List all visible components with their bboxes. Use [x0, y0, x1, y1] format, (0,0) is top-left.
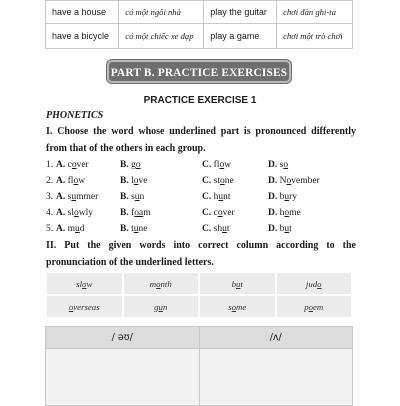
- option-word-start: s: [131, 192, 135, 202]
- answer-option[interactable]: [56, 160, 89, 170]
- word-start: sl: [76, 278, 83, 289]
- option-word-end: ve: [138, 176, 148, 186]
- underlined-letters: o: [71, 160, 77, 170]
- word-end: n: [162, 301, 168, 312]
- option-word-end: ver: [222, 208, 235, 218]
- word-cell[interactable]: [47, 273, 122, 294]
- option-word-start: fl: [213, 160, 220, 170]
- option-word-start: t: [131, 224, 134, 234]
- underlined-letters: u: [75, 224, 80, 234]
- word-start: s: [228, 301, 232, 312]
- word-end: verseas: [73, 301, 100, 312]
- question-number: 3.: [46, 192, 54, 202]
- option-word-end: ne: [224, 176, 234, 186]
- answer-cell-ou[interactable]: [46, 349, 200, 406]
- word-cell[interactable]: [47, 296, 122, 317]
- underlined-letters: u: [284, 224, 290, 234]
- option-word-start: sh: [213, 224, 223, 234]
- answer-option[interactable]: [120, 208, 151, 218]
- option-word-end: t: [226, 224, 230, 234]
- word-grid: [45, 271, 353, 319]
- word-cell[interactable]: [277, 296, 352, 317]
- option-letter: D.: [268, 160, 278, 170]
- option-letter: A.: [56, 160, 66, 170]
- underlined-letters: o: [217, 208, 223, 218]
- instruction-1: I. Choose the word whose underlined part is pronounced differently from that of the others in each group.: [46, 126, 356, 154]
- option-letter: B.: [120, 160, 129, 170]
- section-heading: PHONETICS: [46, 110, 104, 121]
- option-letter: A.: [56, 208, 66, 218]
- underlined-letters: o: [133, 176, 139, 186]
- vocab-row: [46, 1, 353, 24]
- option-word-end: t: [289, 224, 292, 234]
- word-start: b: [231, 278, 237, 289]
- answer-option[interactable]: [202, 176, 234, 186]
- underlined-letters: o: [286, 176, 292, 186]
- underlined-letters: o: [82, 278, 87, 289]
- answer-option[interactable]: [202, 160, 231, 170]
- word-start: jud: [305, 278, 318, 289]
- vocab-english: have a house: [46, 1, 119, 24]
- option-letter: D.: [268, 208, 278, 218]
- word-cell[interactable]: [277, 273, 352, 294]
- sound-header-uh: /ʌ/: [199, 327, 353, 349]
- vocabulary-table: [45, 0, 353, 49]
- underlined-letters: o: [135, 160, 141, 170]
- option-letter: B.: [120, 224, 129, 234]
- option-word-start: g: [131, 160, 136, 170]
- option-letter: D.: [268, 224, 278, 234]
- option-letter: B.: [120, 208, 129, 218]
- word-cell[interactable]: [200, 273, 275, 294]
- underlined-letters: u: [222, 224, 227, 234]
- option-word-end: n: [139, 192, 145, 202]
- option-letter: A.: [56, 176, 66, 186]
- underlined-letters: u: [133, 224, 139, 234]
- vocab-english: play a game: [204, 24, 277, 49]
- answer-option[interactable]: [202, 208, 235, 218]
- underlined-letters: o: [156, 278, 161, 289]
- word-end: t: [240, 278, 243, 289]
- question-row: [46, 160, 366, 174]
- option-letter: C.: [202, 208, 212, 218]
- vocab-english: play the guitar: [204, 1, 277, 24]
- answer-option[interactable]: [268, 192, 297, 202]
- vocab-vietnamese: có một chiếc xe đạp: [119, 24, 204, 49]
- word-start: p: [304, 301, 309, 312]
- word-cell[interactable]: [124, 296, 199, 317]
- option-letter: C.: [202, 192, 212, 202]
- option-word-end: vember: [291, 176, 320, 186]
- vocab-vietnamese: chơi một trò chơi: [277, 24, 353, 49]
- vocab-english: have a bicycle: [46, 24, 119, 49]
- vocab-row: [46, 24, 353, 49]
- word-cell[interactable]: [200, 296, 275, 317]
- answer-option[interactable]: [202, 224, 229, 234]
- option-word-start: c: [67, 160, 72, 170]
- word-end: w: [86, 278, 93, 289]
- option-word-end: wly: [78, 208, 93, 218]
- option-word-start: b: [279, 192, 285, 202]
- underlined-letters: o: [284, 208, 290, 218]
- part-b-banner: PART B. PRACTICE EXERCISES: [107, 60, 291, 83]
- option-letter: C.: [202, 160, 212, 170]
- word-cell[interactable]: [124, 273, 199, 294]
- answer-option[interactable]: [120, 176, 147, 186]
- answer-option[interactable]: [120, 160, 141, 170]
- underlined-letters: u: [236, 278, 241, 289]
- option-word-start: fl: [67, 176, 74, 186]
- answer-option[interactable]: [56, 208, 93, 218]
- sound-columns-table: [45, 326, 353, 406]
- option-word-end: d: [79, 224, 85, 234]
- answer-option[interactable]: [120, 224, 147, 234]
- underlined-letters: u: [71, 192, 77, 202]
- option-word-start: l: [131, 176, 134, 186]
- option-word-end: me: [289, 208, 301, 218]
- underlined-letters: o: [308, 301, 314, 312]
- word-end: me: [236, 301, 247, 312]
- instruction-2: II. Put the given words into correct column according to the pronunciation of the underlined letters.: [46, 240, 356, 268]
- answer-option[interactable]: [56, 224, 85, 234]
- option-word-start: h: [213, 192, 219, 202]
- option-word-start: h: [279, 208, 285, 218]
- answer-option[interactable]: [120, 192, 144, 202]
- answer-option[interactable]: [56, 192, 98, 202]
- option-word-end: w: [224, 160, 232, 170]
- answer-option[interactable]: [268, 176, 320, 186]
- underlined-letters: oa: [134, 208, 144, 218]
- option-word-end: mmer: [76, 192, 99, 202]
- option-letter: B.: [120, 192, 129, 202]
- word-start: g: [154, 301, 159, 312]
- underlined-letters: o: [68, 301, 74, 312]
- option-word-end: ver: [76, 160, 89, 170]
- underlined-letters: u: [218, 192, 224, 202]
- vocab-vietnamese: chơi đàn ghi-ta: [277, 1, 353, 24]
- option-letter: D.: [268, 176, 278, 186]
- option-word-start: b: [279, 224, 285, 234]
- question-number: 2.: [46, 176, 54, 186]
- word-end: em: [313, 301, 324, 312]
- option-word-end: nt: [223, 192, 231, 202]
- option-letter: A.: [56, 224, 66, 234]
- option-word-start: s: [279, 160, 284, 170]
- option-word-start: m: [67, 224, 76, 234]
- underlined-letters: o: [219, 176, 225, 186]
- option-word-start: s: [67, 192, 72, 202]
- option-word-end: ne: [138, 224, 148, 234]
- question-number: 5.: [46, 224, 54, 234]
- question-number: 1.: [46, 160, 54, 170]
- answer-option[interactable]: [268, 224, 292, 234]
- underlined-letters: o: [317, 278, 322, 289]
- answer-cell-uh[interactable]: [199, 349, 353, 406]
- option-word-end: m: [143, 208, 151, 218]
- underlined-letters: o: [73, 208, 79, 218]
- question-row: [46, 208, 366, 222]
- option-word-start: N: [279, 176, 287, 186]
- question-row: [46, 224, 366, 238]
- underlined-letters: u: [284, 192, 290, 202]
- option-letter: C.: [202, 176, 212, 186]
- sound-header-ou: / əʊ/: [46, 327, 200, 349]
- option-letter: C.: [202, 224, 212, 234]
- question-row: [46, 192, 366, 206]
- option-letter: D.: [268, 192, 278, 202]
- underlined-letters: u: [134, 192, 140, 202]
- answer-option[interactable]: [268, 160, 288, 170]
- answer-option[interactable]: [56, 176, 85, 186]
- option-word-start: f: [131, 208, 135, 218]
- word-end: nth: [160, 278, 172, 289]
- answer-option[interactable]: [268, 208, 301, 218]
- option-word-start: c: [213, 208, 218, 218]
- option-word-start: st: [213, 176, 220, 186]
- underlined-letters: o: [283, 160, 289, 170]
- option-letter: B.: [120, 176, 129, 186]
- underlined-letters: u: [158, 301, 163, 312]
- answer-option[interactable]: [202, 192, 231, 202]
- underlined-letters: o: [73, 176, 79, 186]
- option-letter: A.: [56, 192, 66, 202]
- underlined-letters: o: [231, 301, 237, 312]
- option-word-end: ry: [289, 192, 298, 202]
- word-start: m: [149, 278, 157, 289]
- question-number: 4.: [46, 208, 54, 218]
- option-word-start: sl: [67, 208, 74, 218]
- exercise-title: PRACTICE EXERCISE 1: [143, 95, 257, 106]
- underlined-letters: o: [219, 160, 225, 170]
- vocab-vietnamese: có một ngôi nhà: [119, 1, 204, 24]
- question-row: [46, 176, 366, 190]
- option-word-end: w: [78, 176, 86, 186]
